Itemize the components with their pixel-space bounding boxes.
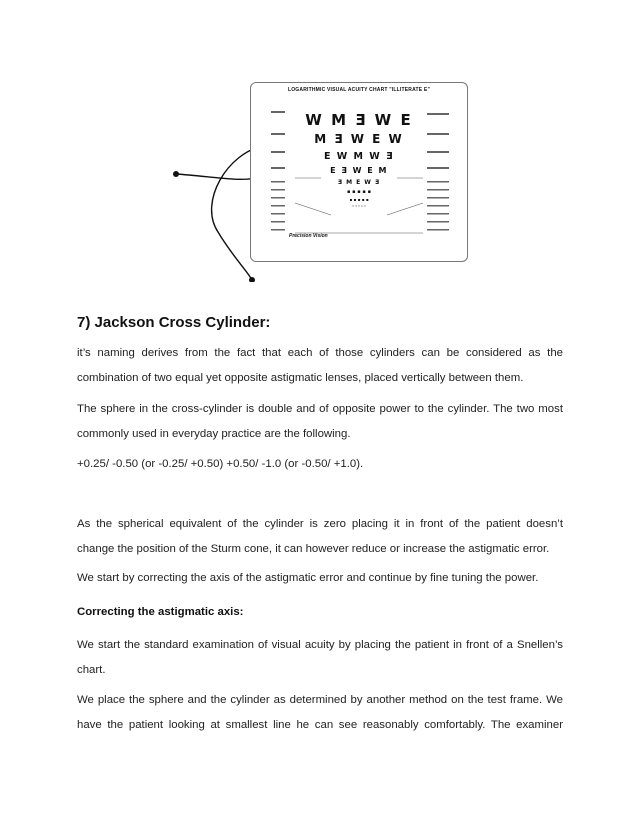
paragraph-4-line-1: As the spherical equivalent of the cylinder is zero placing it in front of the patient doesn’t (77, 518, 563, 530)
paragraph-7-line-2: have the patient looking at smallest line he can see reasonably comfortably. The examiner (77, 719, 563, 731)
paragraph-2-line-2: commonly used in everyday practice are the following. (77, 428, 351, 440)
paragraph-1-line-1: it’s naming derives from the fact that each of those cylinders can be considered as the (77, 347, 563, 359)
chart-row-6: ▪ ▪ ▪ ▪ ▪ (347, 189, 371, 195)
paragraph-1-line-2: combination of two equal yet opposite astigmatic lenses, placed vertically between them. (77, 372, 524, 384)
chart-row-2: M Ǝ W E W (314, 132, 404, 146)
acuity-chart-figure (168, 82, 480, 282)
chart-row-7: ▪ ▪ ▪ ▪ ▪ (349, 197, 369, 202)
paragraph-6-line-1: We start the standard examination of visual acuity by placing the patient in front of a Snellen’s (77, 639, 563, 651)
chart-row-5: Ǝ M E W Ǝ (337, 179, 381, 186)
paragraph-3: +0.25/ -0.50 (or -0.25/ +0.50) +0.50/ -1.0 (or -0.50/ +1.0). (77, 458, 364, 470)
chart-logo: Precision Vision (289, 233, 328, 239)
paragraph-4-line-2: change the position of the Sturm cone, it can however reduce or increase the astigmatic error. (77, 543, 550, 555)
paragraph-5: We start by correcting the axis of the astigmatic error and continue by fine tuning the power. (77, 572, 539, 584)
paragraph-7-line-1: We place the sphere and the cylinder as determined by another method on the test frame. We (77, 694, 563, 706)
section-heading: 7) Jackson Cross Cylinder: (77, 314, 271, 331)
chart-title: LOGARITHMIC VISUAL ACUITY CHART "ILLITERATE E" (287, 87, 431, 93)
chart-row-3: E W M W Ǝ (323, 151, 395, 162)
subheading: Correcting the astigmatic axis: (77, 606, 244, 618)
chart-row-4: E Ǝ W E M (330, 166, 388, 175)
acuity-chart-card (250, 82, 468, 262)
chart-guide-lines (251, 83, 467, 261)
chart-row-8: • • • • • (352, 204, 366, 208)
chart-row-1: W M Ǝ W E (305, 111, 413, 129)
paragraph-2-line-1: The sphere in the cross-cylinder is double and of opposite power to the cylinder. The two most (77, 403, 563, 415)
paragraph-6-line-2: chart. (77, 664, 106, 676)
